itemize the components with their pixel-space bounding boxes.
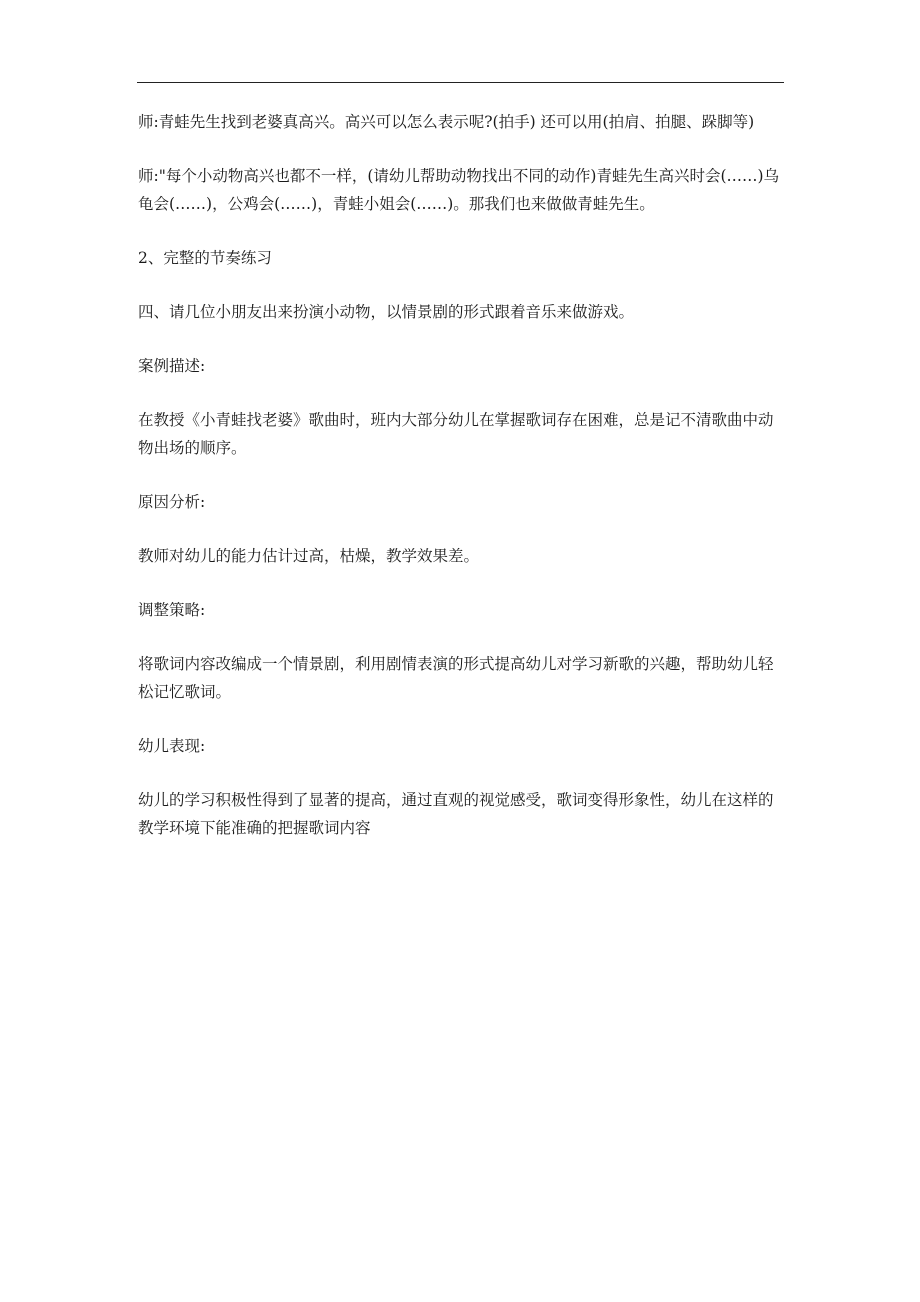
paragraph-case-description: 在教授《小青蛙找老婆》歌曲时，班内大部分幼儿在掌握歌词存在困难，总是记不清歌曲中动物出场的顺序。 (138, 411, 774, 457)
heading-child-performance: 幼儿表现: (138, 737, 206, 755)
paragraph-child-performance: 幼儿的学习积极性得到了显著的提高，通过直观的视觉感受，歌词变得形象性，幼儿在这样的教学环境下能准确的把握歌词内容 (138, 791, 774, 837)
paragraph-adjustment-strategy: 将歌词内容改编成一个情景剧，利用剧情表演的形式提高幼儿对学习新歌的兴趣，帮助幼儿轻松记忆歌词。 (138, 655, 774, 701)
heading-cause-analysis: 原因分析: (138, 493, 206, 511)
paragraph-different-actions: 师:"每个小动物高兴也都不一样，(请幼儿帮助动物找出不同的动作)青蛙先生高兴时会(……)乌龟会(……)，公鸡会(……)，青蛙小姐会(……)。那我们也来做做青蛙先生。 (138, 167, 780, 213)
heading-adjustment-strategy: 调整策略: (138, 601, 206, 619)
paragraph-role-play: 四、请几位小朋友出来扮演小动物，以情景剧的形式跟着音乐来做游戏。 (138, 303, 635, 321)
header-rule (137, 82, 784, 83)
paragraph-cause-analysis: 教师对幼儿的能力估计过高，枯燥，教学效果差。 (138, 547, 480, 565)
document-body (138, 108, 786, 868)
heading-case-description: 案例描述: (138, 357, 206, 375)
paragraph-rhythm-practice: 2、完整的节奏练习 (138, 249, 272, 267)
paragraph-praise-frog: 师:青蛙先生找到老婆真高兴。高兴可以怎么表示呢?(拍手) 还可以用(拍肩、拍腿、跺脚等) (138, 113, 755, 131)
